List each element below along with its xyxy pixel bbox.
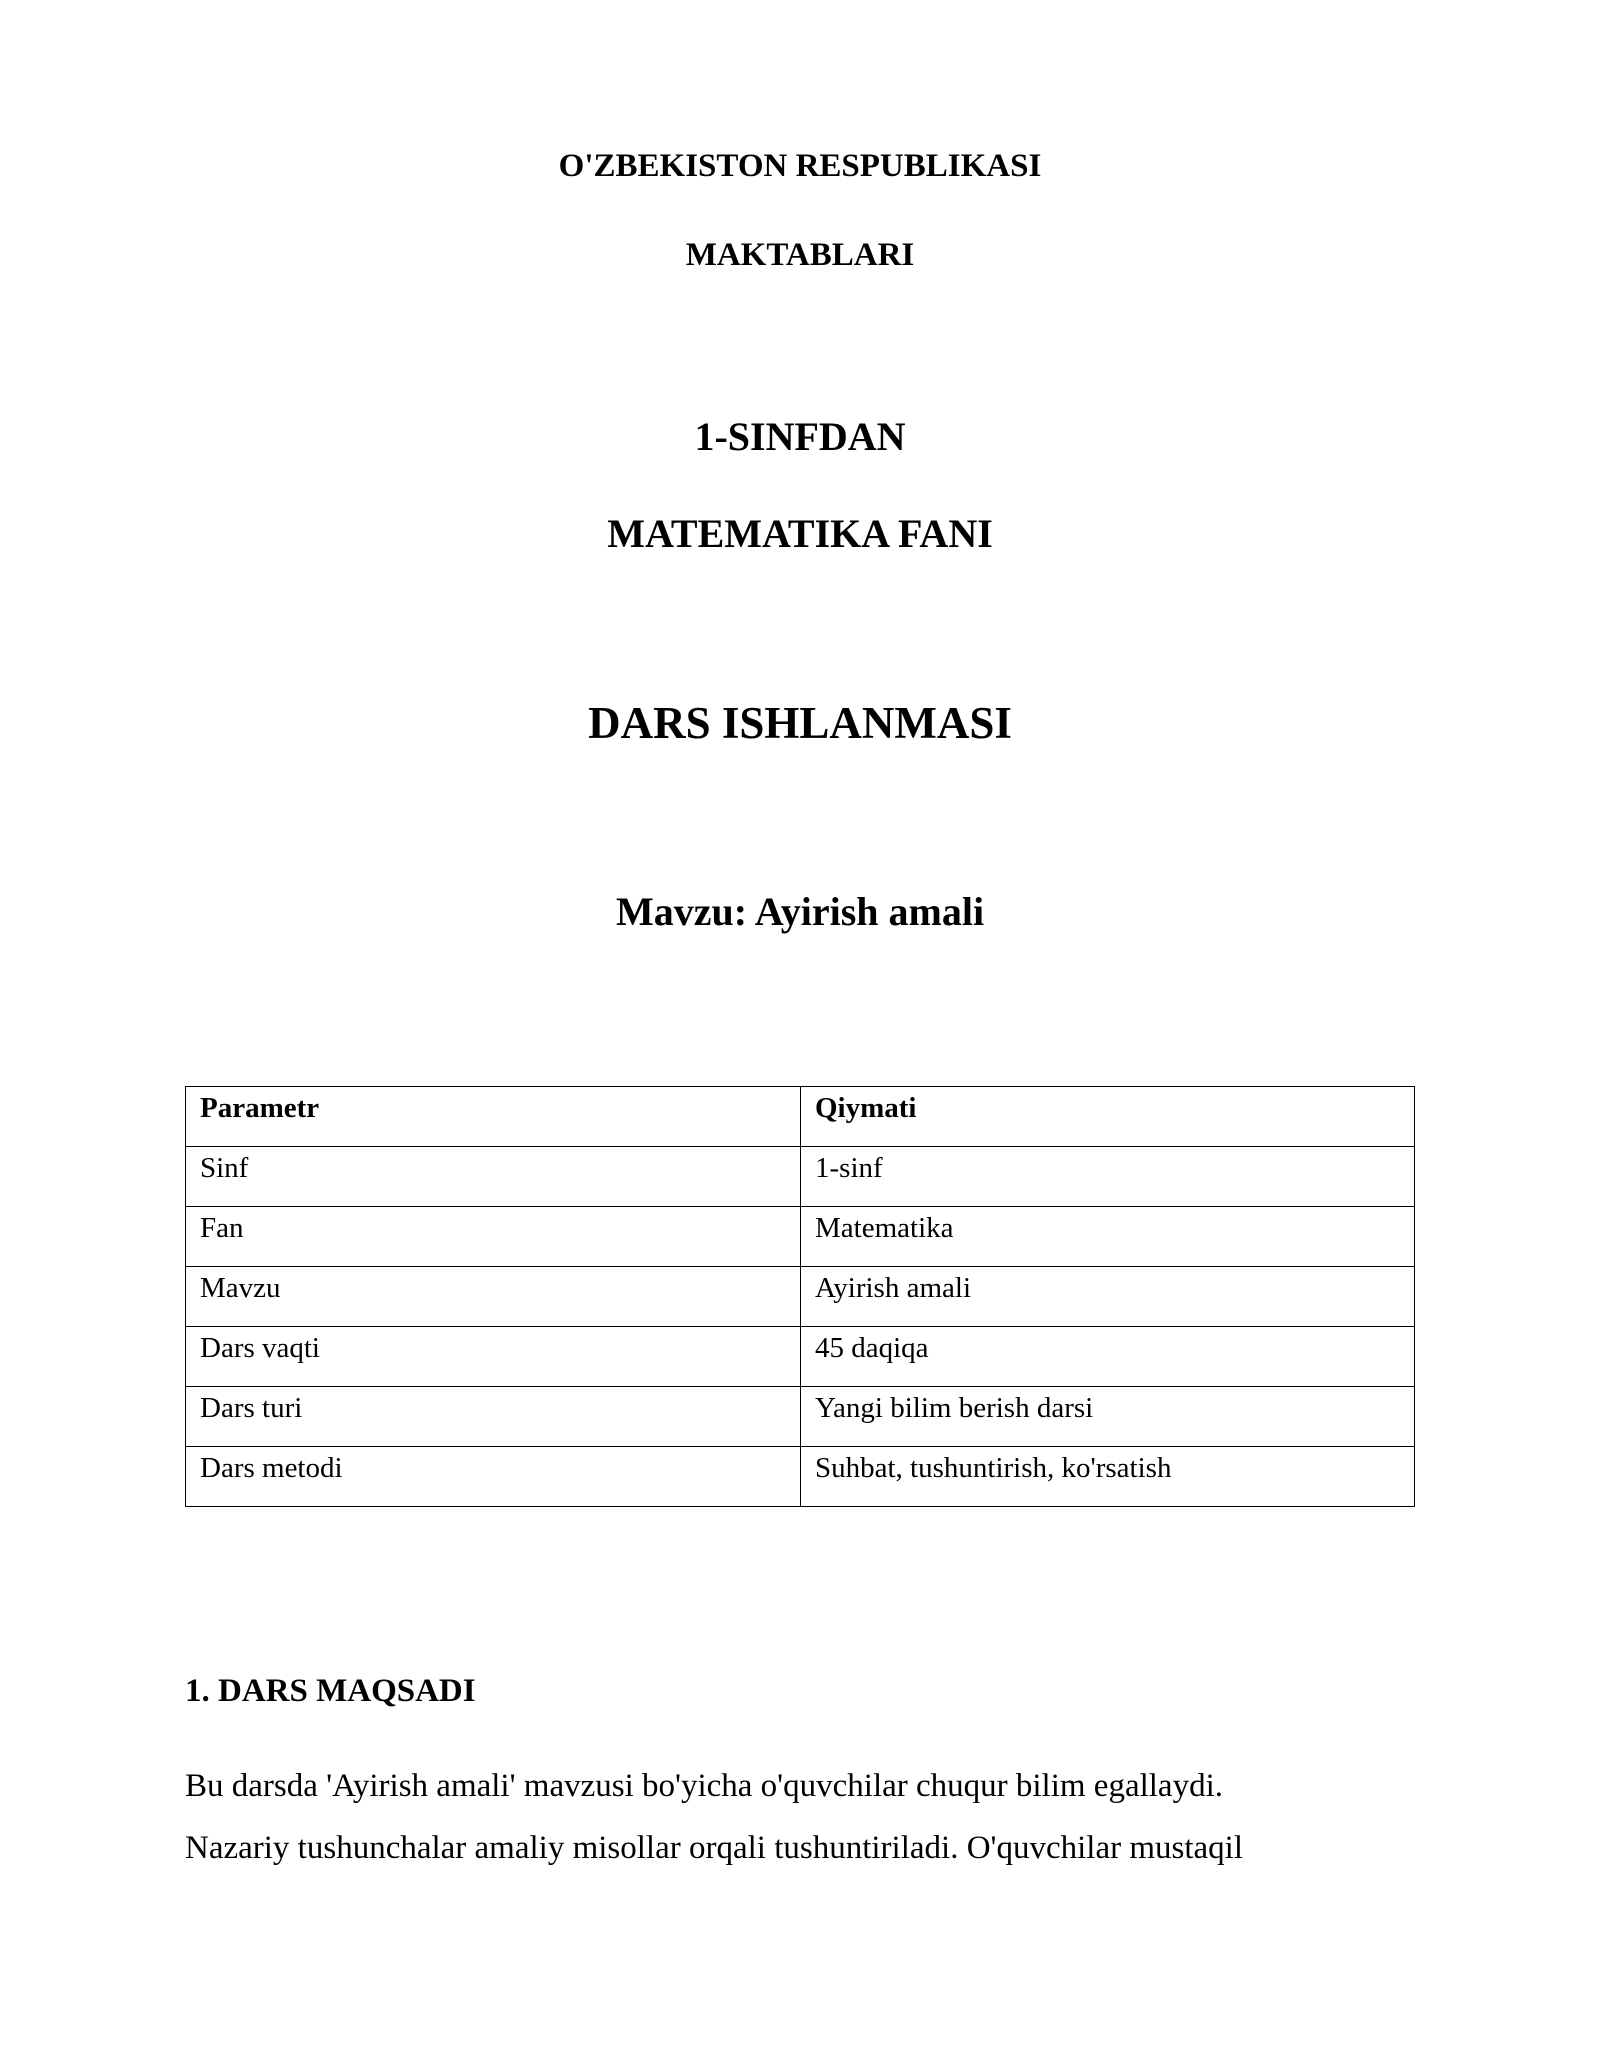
table-cell: Dars vaqti xyxy=(186,1327,801,1387)
table-row xyxy=(186,1327,1415,1387)
table-header-cell: Qiymati xyxy=(801,1087,1415,1147)
table-cell: 1-sinf xyxy=(801,1147,1415,1207)
table-cell: Yangi bilim berish darsi xyxy=(801,1387,1415,1447)
grade-heading: 1-SINFDAN xyxy=(694,414,906,459)
table-header-row xyxy=(186,1087,1415,1147)
lesson-info-table xyxy=(185,1086,1415,1507)
table-cell: Dars turi xyxy=(186,1387,801,1447)
section-paragraph xyxy=(185,1755,1435,1879)
schools-heading: MAKTABLARI xyxy=(685,237,915,273)
table-row xyxy=(186,1267,1415,1327)
topic-heading: Mavzu: Ayirish amali xyxy=(615,889,985,934)
table-header-cell: Parametr xyxy=(186,1087,801,1147)
table-row xyxy=(186,1147,1415,1207)
paragraph-line: Bu darsda 'Ayirish amali' mavzusi bo'yicha o'quvchilar chuqur bilim egallaydi. xyxy=(185,1768,1224,1804)
table-row xyxy=(186,1447,1415,1507)
table-cell: Fan xyxy=(186,1207,801,1267)
table-cell: Dars metodi xyxy=(186,1447,801,1507)
section-title: 1. DARS MAQSADI xyxy=(185,1673,476,1709)
table-cell: Ayirish amali xyxy=(801,1267,1415,1327)
paragraph-line: Nazariy tushunchalar amaliy misollar orqali tushuntiriladi. O'quvchilar mustaqil xyxy=(185,1830,1244,1866)
table-cell: Matematika xyxy=(801,1207,1415,1267)
table-cell: Mavzu xyxy=(186,1267,801,1327)
table-cell: Suhbat, tushuntirish, ko'rsatish xyxy=(801,1447,1415,1507)
document-title: DARS ISHLANMASI xyxy=(588,698,1012,748)
table-row xyxy=(186,1387,1415,1447)
table-cell: 45 daqiqa xyxy=(801,1327,1415,1387)
subject-heading: MATEMATIKA FANI xyxy=(607,511,993,556)
table-row xyxy=(186,1207,1415,1267)
table-cell: Sinf xyxy=(186,1147,801,1207)
country-heading: O'ZBEKISTON RESPUBLIKASI xyxy=(558,148,1042,184)
